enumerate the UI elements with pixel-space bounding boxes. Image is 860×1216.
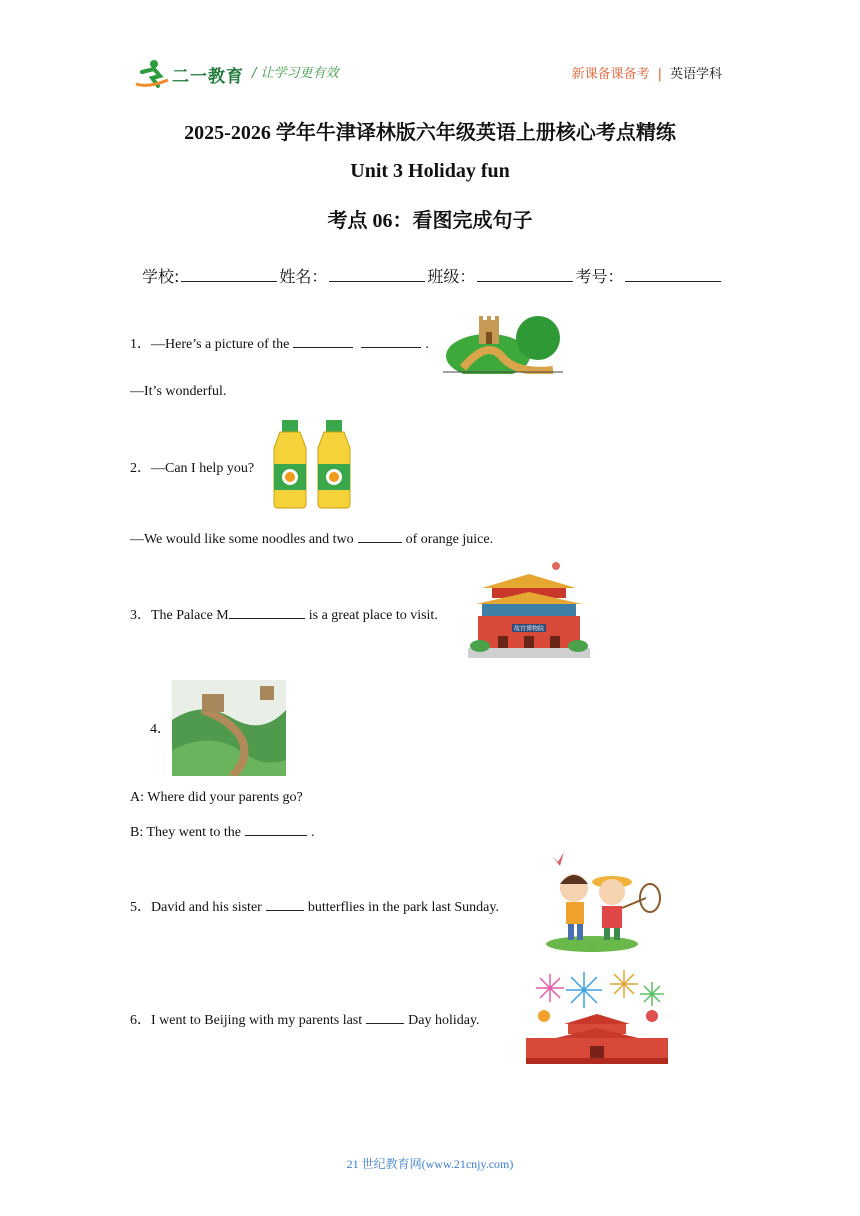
q2-text: —Can I help you? bbox=[151, 461, 255, 476]
school-label: 学校: bbox=[142, 267, 180, 286]
q5-number: 5． bbox=[130, 900, 151, 915]
q5-text-before: David and his sister bbox=[151, 900, 262, 915]
header-primary: 新课备课备考 bbox=[571, 67, 650, 82]
footer: 21 世纪教育网(www.21cnjy.com) bbox=[346, 1157, 514, 1171]
q4-text: B: They went to the bbox=[130, 825, 241, 840]
header-right bbox=[572, 63, 722, 82]
palace-museum-icon bbox=[468, 560, 590, 660]
question-3 bbox=[130, 604, 438, 624]
q2-number: 2． bbox=[130, 461, 151, 476]
question-2 bbox=[130, 457, 254, 477]
header-subject: 英语学科 bbox=[669, 67, 722, 82]
question-5 bbox=[130, 896, 499, 916]
class-label: 班级： bbox=[427, 267, 476, 286]
q3-text-after: is a great place to visit. bbox=[308, 608, 438, 623]
class-blank[interactable] bbox=[477, 267, 573, 282]
q1-blank-2[interactable] bbox=[361, 335, 421, 348]
children-catching-butterflies-icon bbox=[538, 846, 664, 954]
topic-title: 考点 06：看图完成句子 bbox=[327, 210, 533, 232]
national-day-fireworks-icon bbox=[520, 960, 674, 1068]
q1-blank-1[interactable] bbox=[293, 335, 353, 348]
q4-answer bbox=[130, 823, 314, 841]
student-info bbox=[142, 264, 723, 287]
page-title: 2025-2026 学年牛津译林版六年级英语上册核心考点精练 bbox=[184, 122, 676, 144]
number-label: 考号： bbox=[575, 267, 624, 286]
logo-text: 二一教育 bbox=[172, 67, 244, 87]
name-blank[interactable] bbox=[329, 267, 425, 282]
q4-question: A: Where did your parents go? bbox=[130, 790, 303, 805]
q4-number: 4． bbox=[150, 722, 171, 737]
q1-number: 1． bbox=[130, 337, 151, 352]
q1-response: —It’s wonderful. bbox=[130, 384, 227, 399]
logo-icon bbox=[132, 58, 172, 90]
q1-text: —Here’s a picture of the bbox=[151, 337, 290, 352]
palace-sign: 故宫博物院 bbox=[513, 625, 545, 633]
q3-text-before: The Palace M bbox=[151, 608, 229, 623]
q2-text-before: —We would like some noodles and two bbox=[130, 532, 354, 547]
q3-blank[interactable] bbox=[229, 606, 305, 619]
orange-juice-bottles-icon bbox=[270, 418, 360, 510]
q5-text-after: butterflies in the park last Sunday. bbox=[307, 900, 499, 915]
great-wall-icon bbox=[443, 308, 563, 374]
q4-blank[interactable] bbox=[245, 823, 307, 836]
q6-text-after: Day holiday. bbox=[408, 1013, 480, 1028]
q6-blank[interactable] bbox=[366, 1011, 404, 1024]
q6-text-before: I went to Beijing with my parents last bbox=[151, 1013, 363, 1028]
q1-period: . bbox=[425, 337, 429, 352]
great-wall-photo bbox=[172, 680, 286, 776]
number-blank[interactable] bbox=[625, 267, 721, 282]
unit-title: Unit 3 Holiday fun bbox=[350, 160, 510, 182]
question-1 bbox=[130, 333, 429, 353]
school-blank[interactable] bbox=[181, 267, 277, 282]
q2-blank[interactable] bbox=[358, 530, 402, 543]
q5-blank[interactable] bbox=[266, 898, 304, 911]
q6-number: 6． bbox=[130, 1013, 151, 1028]
question-6 bbox=[130, 1009, 480, 1029]
header-separator: | bbox=[657, 67, 662, 82]
q4-period: . bbox=[310, 825, 315, 840]
slogan: / 让学习更有效 bbox=[252, 66, 339, 81]
q3-number: 3． bbox=[130, 608, 151, 623]
q2-response bbox=[130, 530, 493, 548]
q2-text-after: of orange juice. bbox=[405, 532, 494, 547]
name-label: 姓名： bbox=[279, 267, 328, 286]
